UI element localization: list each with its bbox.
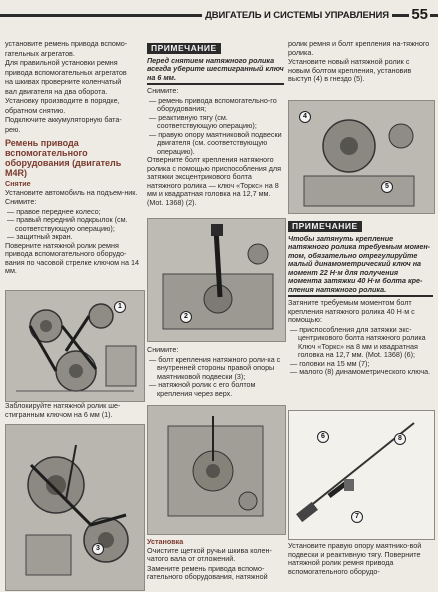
- callout-7: 7: [351, 511, 363, 523]
- removal-list: [5, 208, 143, 242]
- paragraph: Заблокируйте натяжной ролик ше-стигранным ключом на 6 мм (1).: [5, 401, 121, 419]
- paragraph: Снимите:: [5, 197, 37, 206]
- callout-1: 1: [114, 301, 126, 313]
- text-line: гательных агрегатов.: [5, 48, 75, 58]
- text-line: вал двигателя на два оборота.: [5, 86, 108, 96]
- section-heading: Ремень привода вспомогательного оборудования (двигатель M4R): [5, 138, 122, 178]
- page-header: [0, 0, 438, 28]
- callout-8: 8: [394, 433, 406, 445]
- text-line: обратном снятию.: [5, 105, 66, 115]
- callout-5: 5: [381, 181, 393, 193]
- lock-caption: [5, 402, 143, 420]
- list-item: — правое переднее колесо;: [5, 208, 143, 217]
- install-section: [147, 536, 284, 583]
- tool-list: [288, 326, 433, 377]
- note-text: Перед снятием натяжного ролика всегда уберите шестигранный ключ на 6 мм.: [147, 55, 284, 82]
- figure-belt-drive: [5, 290, 145, 402]
- list-item: — правый передний подкрылок (см. соответствующую операцию);: [5, 216, 143, 233]
- callout-3: 3: [92, 543, 104, 555]
- callout-4: 4: [299, 111, 311, 123]
- text-line: Установку производите в порядке,: [5, 96, 120, 105]
- text-line: Подключите аккумуляторную бата-: [5, 115, 122, 124]
- section-title: ДВИГАТЕЛЬ И СИСТЕМЫ УПРАВЛЕНИЯ: [202, 10, 392, 21]
- column-middle: [147, 40, 284, 208]
- note-label: ПРИМЕЧАНИЕ: [288, 221, 362, 232]
- column-middle-lower: [147, 346, 284, 398]
- column-left: [5, 40, 143, 277]
- removal-list: [147, 97, 284, 157]
- final-paragraph: [288, 542, 433, 577]
- paragraph: Поверните натяжной ролик ремня привода вспомогательного оборудо-вания по часовой стрелке ключом на 14 мм.: [5, 240, 139, 275]
- subheading-removal: Снятие: [5, 179, 31, 188]
- paragraph: Установите новый натяжной ролик с новым болтом крепления, установив выступ (4) в гнездо (5).: [288, 57, 412, 83]
- tensioner-lock-drawing: [6, 425, 144, 590]
- column-right-lower: [288, 218, 433, 377]
- paragraph: ролик ремня и болт крепления на-тяжного ролика.: [288, 39, 430, 57]
- list-item: — головки на 15 мм (7);: [288, 360, 433, 369]
- note-divider: [288, 295, 433, 297]
- removal-list-2: [147, 356, 284, 399]
- figure-torque-tools: [288, 410, 435, 540]
- list-item: — ремень привода вспомогательно-го оборудования;: [147, 97, 284, 114]
- text-line: рею.: [5, 124, 21, 134]
- note-text: Чтобы затянуть крепление натяжного ролика требуемым момен-том, обязательно отрегулируйте малый динамометрический ключ на момент 22 Н·м для получения момента затяжки 40 Н·м болта кре-пления натяжного ролика.: [288, 233, 431, 294]
- list-item: — малого (8) динамометрического ключа.: [288, 368, 433, 377]
- paragraph: Затяните требуемым моментом болт крепления натяжного ролика 40 Н·м с помощью:: [288, 298, 415, 324]
- paragraph: Установите автомобиль на подъем-ник.: [5, 187, 138, 197]
- paragraph: Очистите щеткой ручьи шкива колен-чатого вала от отложений.: [147, 545, 272, 563]
- page-number: 55: [411, 6, 428, 23]
- figure-tool-bolt: [147, 218, 286, 342]
- column-right: [288, 40, 433, 85]
- figure-new-tensioner: [288, 100, 435, 214]
- callout-2: 2: [180, 311, 192, 323]
- note-divider: [147, 83, 284, 85]
- paragraph: Замените ремень привода вспомо-гательного оборудования, натяжной: [147, 563, 268, 581]
- text-line: привода вспомогательных агрегатов: [5, 67, 127, 77]
- tool-bolt-drawing: [148, 219, 285, 341]
- list-item: — правую опору маятниковой подвески двигателя (см. соответствующую операцию).: [147, 131, 284, 157]
- subheading-install: Установка: [147, 537, 184, 546]
- paragraph: Снимите:: [147, 86, 179, 95]
- paragraph: Отверните болт крепления натяжного ролика с помощью приспособления для затяжки эксцентрикового болта натяжного ролика — ключ «Торкс» на 8 мм и квадратная головка на 12,7 мм. (Mot. 1368) (2).: [147, 155, 282, 207]
- intro-paragraph: [5, 40, 143, 134]
- list-item: — приспособления для затяжки экс-центрикового болта натяжного ролика Ключ «Торкс» на 8 мм и квадратная головка на 12,7 мм. (Mot. 1368) (6);: [288, 326, 433, 360]
- list-item: — болт крепления натяжного роли-ка с внутренней стороны правой опоры маятниковой подвески (3);: [147, 356, 284, 382]
- figure-tensioner-lock: [5, 424, 145, 591]
- list-item: — натяжной ролик с его болтом крепления через верх.: [147, 381, 284, 398]
- list-item: — реактивную тягу (см. соответствующую операцию);: [147, 114, 284, 131]
- paragraph: Снимите:: [147, 345, 179, 354]
- text-line: на шкивах проверните коленчатый: [5, 77, 122, 86]
- callout-6: 6: [317, 431, 329, 443]
- list-item: — защитный экран.: [5, 233, 143, 242]
- figure-tensioner-removal: [147, 405, 286, 535]
- tensioner-removal-drawing: [148, 406, 285, 534]
- paragraph: Установите правую опору маятнико-вой подвески и реактивную тягу. Поверните натяжной ролик ремня привода вспомогательного оборудо-: [288, 541, 422, 576]
- text-line: Для правильной установки ремня: [5, 58, 118, 67]
- text-line: установите ремень привода вспомо-: [5, 39, 128, 48]
- note-label: ПРИМЕЧАНИЕ: [147, 43, 221, 54]
